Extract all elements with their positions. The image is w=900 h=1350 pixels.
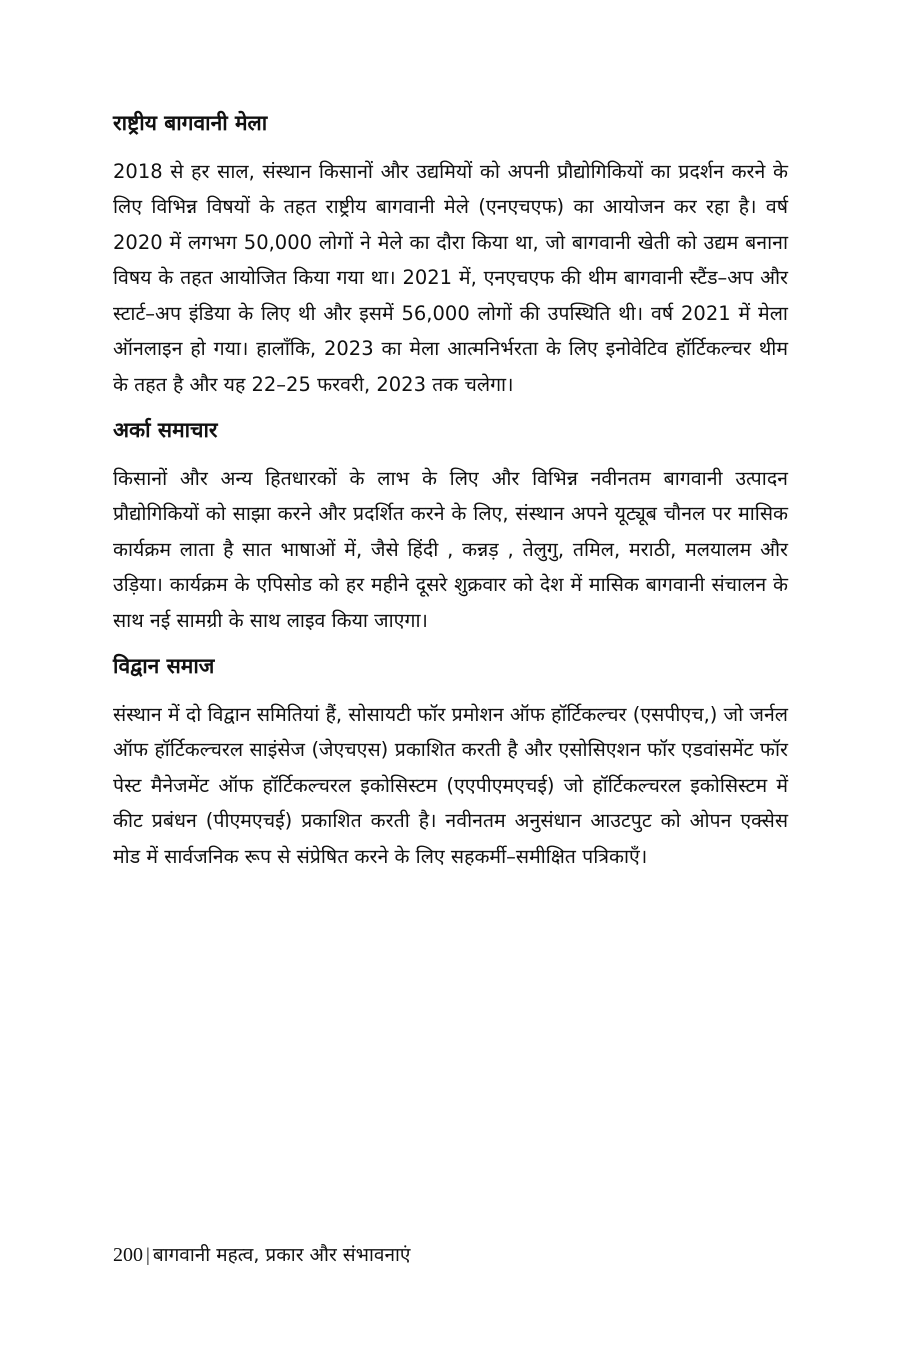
- section-heading: विद्वान समाज: [113, 654, 215, 678]
- section-paragraph: किसानों और अन्य हितधारकों के लाभ के लिए और विभिन्न नवीनतम बागवानी उत्पादन प्रौद्योगिकियों को साझा करने और प्रदर्शित करने के लिए, संस्थान अपने यूट्यूब चौनल पर मासिक कार्यक्रम लाता है सात भाषाओं में, जैसे हिंदी , कन्नड़ , तेलुगु, तमिल, मराठी, मलयालम और उड़िया। कार्यक्रम के एपिसोड को हर महीने दूसरे शुक्रवार को देश में मासिक बागवानी संचालन के साथ नई सामग्री के साथ लाइव किया जाएगा।: [113, 466, 788, 632]
- section-heading: अर्का समाचार: [113, 418, 218, 442]
- page-footer: [113, 1240, 410, 1271]
- section-paragraph: 2018 से हर साल, संस्थान किसानों और उद्यमियों को अपनी प्रौद्योगिकियों का प्रदर्शन करने के लिए विभिन्न विषयों के तहत राष्ट्रीय बागवानी मेले (एनएचएफ) का आयोजन कर रहा है। वर्ष 2020 में लगभग 50,000 लोगों ने मेले का दौरा किया था, जो बागवानी खेती को उद्यम बनाना विषय के तहत आयोजित किया गया था। 2021 में, एनएचएफ की थीम बागवानी स्टैंड–अप और स्टार्ट–अप इंडिया के लिए थी और इसमें 56,000 लोगों की उपस्थिति थी। वर्ष 2021 में मेला ऑनलाइन हो गया। हालाँकि, 2023 का मेला आत्मनिर्भरता के लिए इनोवेटिव हॉर्टिकल्चर थीम के तहत है और यह 22–25 फरवरी, 2023 तक चलेगा।: [113, 159, 788, 396]
- section-heading: राष्ट्रीय बागवानी मेला: [113, 111, 268, 135]
- section-learned-societies: [113, 651, 788, 874]
- page-number: 200: [113, 1244, 143, 1266]
- page-content: [113, 108, 788, 887]
- section-paragraph: संस्थान में दो विद्वान समितियां हैं, सोसायटी फॉर प्रमोशन ऑफ हॉर्टिकल्चर (एसपीएच,) जो जर्नल ऑफ हॉर्टिकल्चरल साइंसेज (जेएचएस) प्रकाशित करती है और एसोसिएशन फॉर एडवांसमेंट फॉर पेस्ट मैनेजमेंट ऑफ हॉर्टिकल्चरल इकोसिस्टम (एएपीएमएचई) जो हॉर्टिकल्चरल इकोसिस्टम में कीट प्रबंधन (पीएमएचई) प्रकाशित करती है। नवीनतम अनुसंधान आउटपुट को ओपन एक्सेस मोड में सार्वजनिक रूप से संप्रेषित करने के लिए सहकर्मी–समीक्षित पत्रिकाएँ।: [113, 702, 788, 868]
- book-title: बागवानी महत्व, प्रकार और संभावनाएं: [152, 1244, 411, 1266]
- section-national-horticulture-fair: [113, 108, 788, 402]
- section-arka-news: [113, 415, 788, 638]
- footer-separator: |: [146, 1245, 150, 1266]
